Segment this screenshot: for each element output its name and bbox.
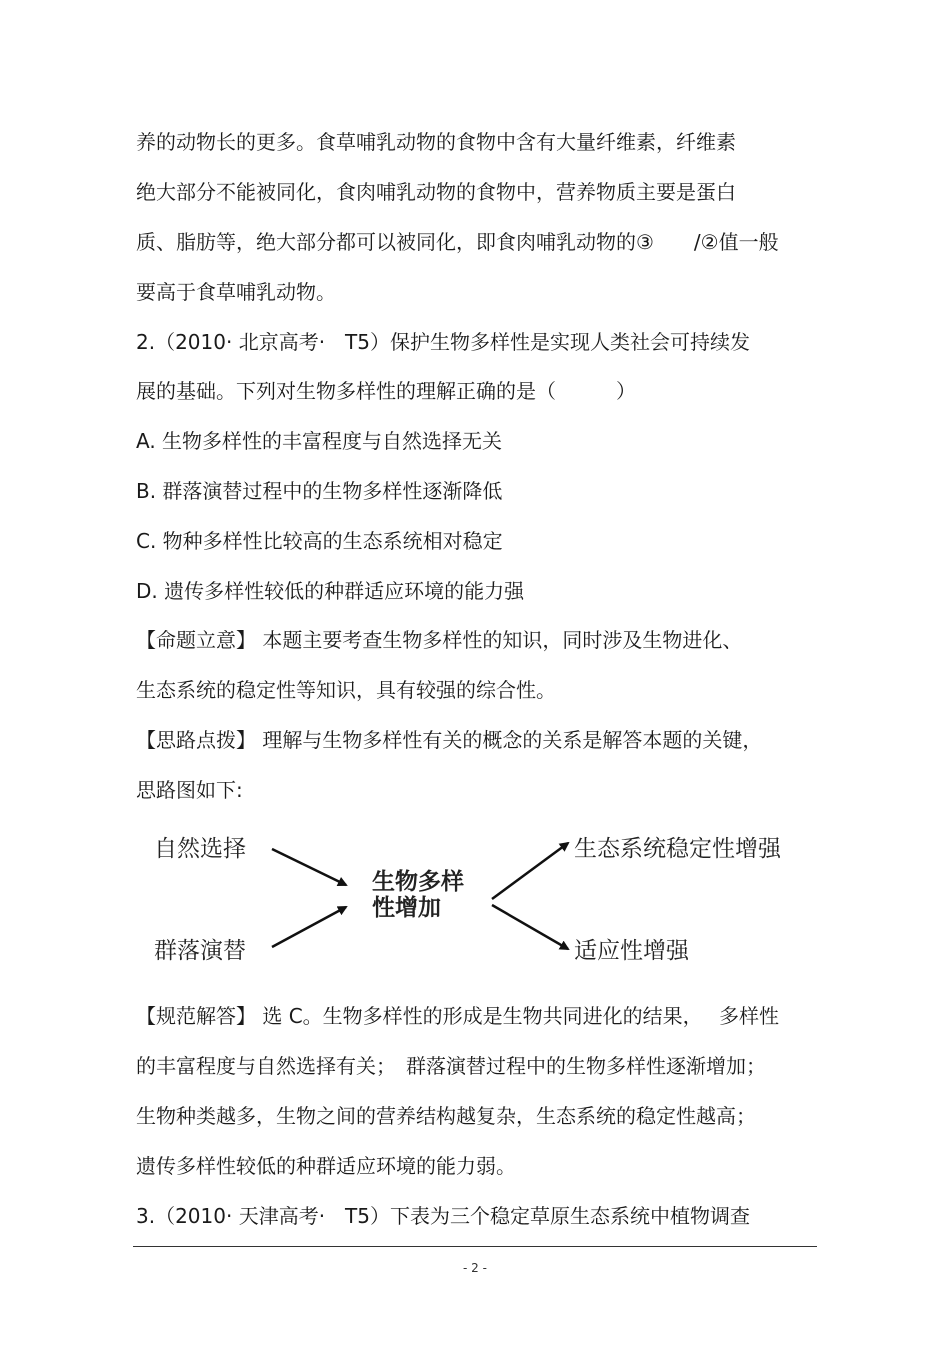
question-stem: 2.（2010· 北京高考· T5）保护生物多样性是实现人类社会可持续发 <box>136 330 750 354</box>
node-adaptability-increase: 适应性增强 <box>574 938 689 964</box>
answer-line: 【规范解答】 选 C。生物多样性的形成是生物共同进化的结果， 多样性 <box>136 1004 780 1028</box>
paragraph-line: 绝大部分不能被同化，食肉哺乳动物的食物中，营养物质主要是蛋白 <box>136 180 736 204</box>
node-community-succession: 群落演替 <box>154 938 246 964</box>
arrow-diversity-to-stability <box>492 843 568 899</box>
node-diversity-increase-line1: 生物多样 <box>372 869 464 895</box>
answer-line: 遗传多样性较低的种群适应环境的能力弱。 <box>136 1154 516 1178</box>
footer-rule <box>133 1246 817 1247</box>
arrow-succession-to-diversity <box>272 907 346 947</box>
answer-line: 生物种类越多，生物之间的营养结构越复杂，生态系统的稳定性越高； <box>136 1104 756 1128</box>
option-b: B. 群落演替过程中的生物多样性逐渐降低 <box>136 479 503 503</box>
question-stem: 3.（2010· 天津高考· T5）下表为三个稳定草原生态系统中植物调查 <box>136 1204 750 1228</box>
thinking-diagram <box>150 825 830 975</box>
hint-line: 思路图如下: <box>136 778 243 802</box>
hint-line: 【思路点拨】 理解与生物多样性有关的概念的关系是解答本题的关键， <box>136 728 763 752</box>
node-natural-selection: 自然选择 <box>154 836 246 862</box>
paragraph-line: 质、脂肪等，绝大部分都可以被同化，即食肉哺乳动物的③ /②值一般 <box>136 230 779 254</box>
question-stem: 展的基础。下列对生物多样性的理解正确的是（ ） <box>136 379 636 403</box>
option-d: D. 遗传多样性较低的种群适应环境的能力强 <box>136 579 525 603</box>
arrow-diversity-to-adaptability <box>492 905 568 949</box>
node-stability-increase: 生态系统稳定性增强 <box>574 836 781 862</box>
paragraph-line: 养的动物长的更多。食草哺乳动物的食物中含有大量纤维素，纤维素 <box>136 130 736 154</box>
intent-line: 生态系统的稳定性等知识，具有较强的综合性。 <box>136 678 556 702</box>
page-number: - 2 - <box>463 1261 487 1275</box>
intent-line: 【命题立意】 本题主要考查生物多样性的知识，同时涉及生物进化、 <box>136 628 743 652</box>
option-a: A. 生物多样性的丰富程度与自然选择无关 <box>136 429 503 453</box>
node-diversity-increase-line2: 性增加 <box>372 895 441 921</box>
option-c: C. 物种多样性比较高的生态系统相对稳定 <box>136 529 503 553</box>
answer-line: 的丰富程度与自然选择有关； 群落演替过程中的生物多样性逐渐增加； <box>136 1054 766 1078</box>
arrow-selection-to-diversity <box>272 849 346 885</box>
paragraph-line: 要高于食草哺乳动物。 <box>136 280 336 304</box>
